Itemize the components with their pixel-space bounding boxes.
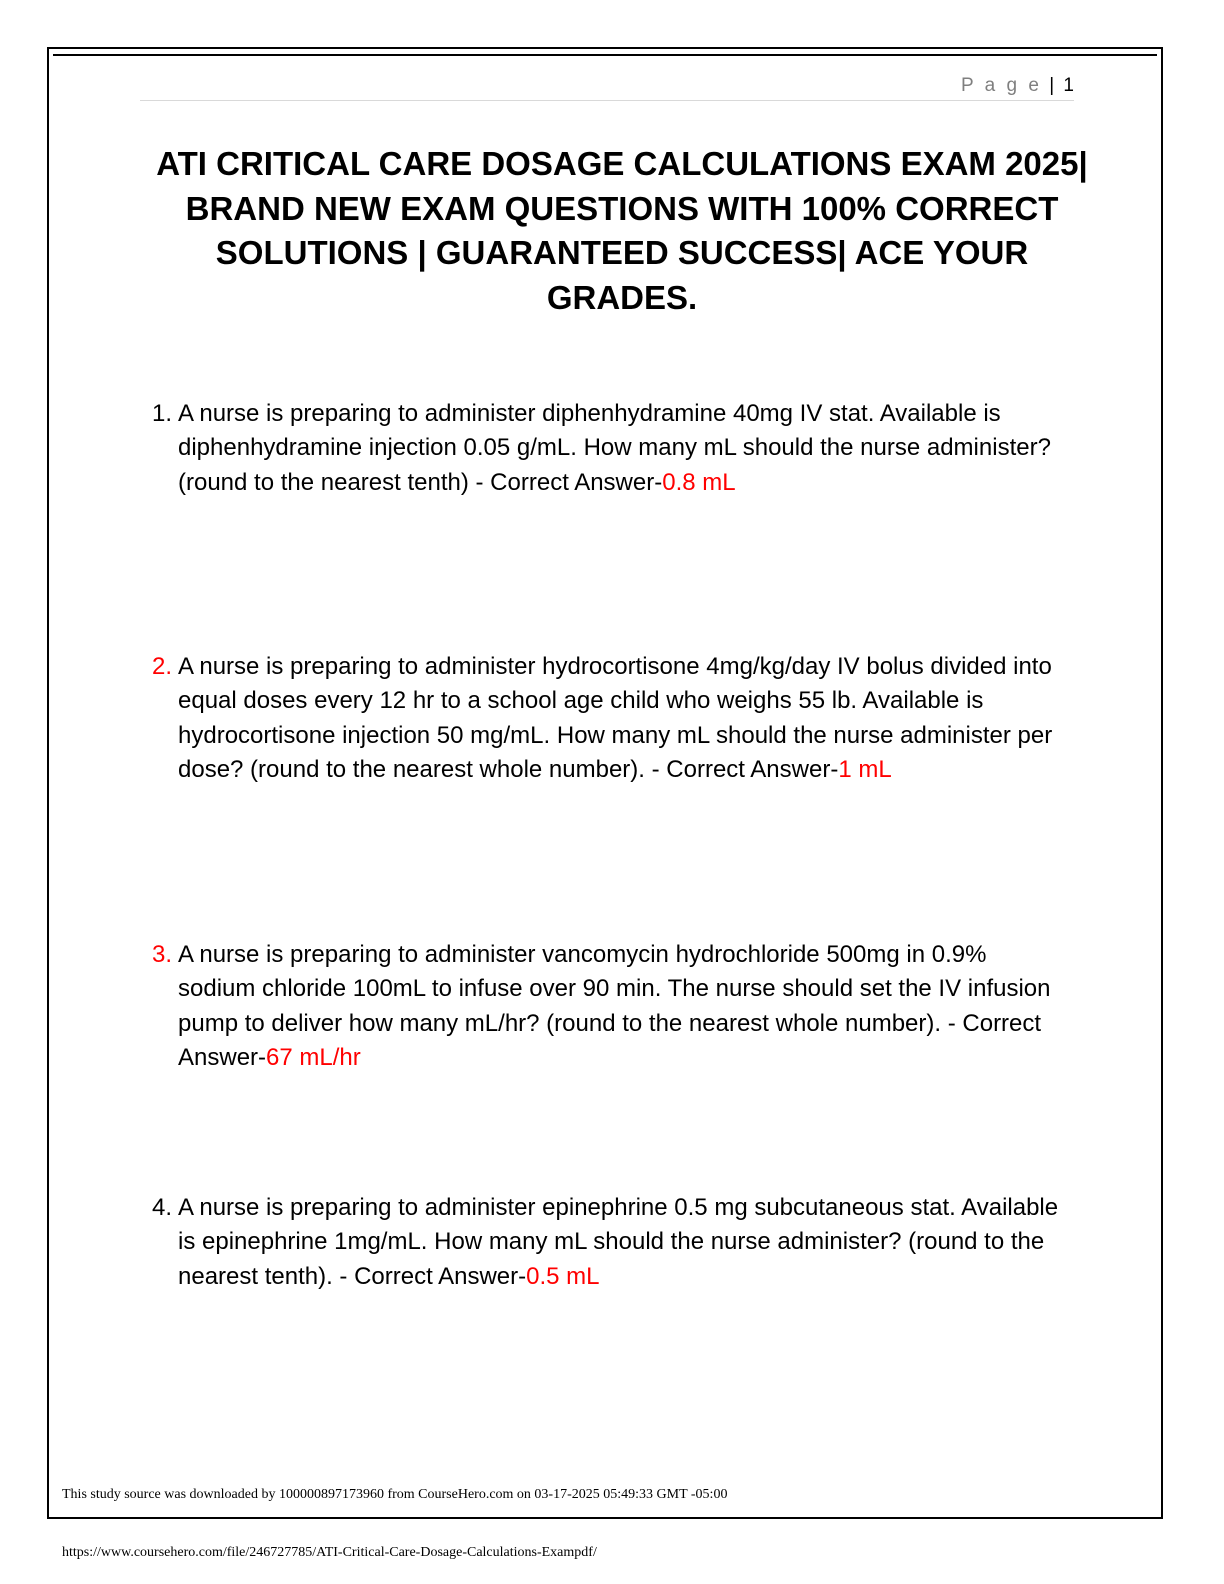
question-text-block: [178, 397, 1068, 500]
correct-answer: 0.5 mL: [526, 1262, 600, 1290]
correct-answer: 1 mL: [838, 755, 892, 783]
question-text-block: [178, 938, 1068, 1075]
document-title: ATI CRITICAL CARE DOSAGE CALCULATIONS EXAM 2025| BRAND NEW EXAM QUESTIONS WITH 100% CORRECT SOLUTIONS | GUARANTEED SUCCESS| ACE YOUR GRADES.: [156, 145, 1088, 316]
page-separator: |: [1049, 75, 1055, 96]
question-text: A nurse is preparing to administer diphenhydramine 40mg IV stat. Available is diphenhydramine injection 0.05 g/mL. How many mL should the nurse administer? (round to the nearest tenth) - Correct Answer-: [178, 400, 1051, 496]
page-label: P a g e: [961, 75, 1042, 96]
correct-answer: 67 mL/hr: [266, 1043, 361, 1071]
correct-answer: 0.8 mL: [662, 468, 736, 496]
question-number: 3.: [151, 941, 172, 968]
question-number: 2.: [151, 653, 172, 680]
question-text-block: [178, 650, 1068, 787]
top-rule: [53, 54, 1157, 56]
question-number: 4.: [151, 1194, 172, 1221]
page-header: [140, 72, 1074, 101]
download-source-note: This study source was downloaded by 100000897173960 from CourseHero.com on 03-17-2025 05:49:33 GMT -05:00: [62, 1487, 728, 1502]
question-number: 1.: [151, 400, 172, 427]
question-text: A nurse is preparing to administer hydrocortisone 4mg/kg/day IV bolus divided into equal doses every 12 hr to a school age child who weighs 55 lb. Available is hydrocortisone injection 50 mg/mL. How many mL should the nurse administer per dose? (round to the nearest whole number). - Correct Answer-: [178, 653, 1053, 783]
page-number: 1: [1063, 75, 1074, 96]
source-url[interactable]: https://www.coursehero.com/file/246727785/ATI-Critical-Care-Dosage-Calculations-Exampdf/: [62, 1545, 597, 1560]
question-text: A nurse is preparing to administer epinephrine 0.5 mg subcutaneous stat. Available is epinephrine 1mg/mL. How many mL should the nurse administer? (round to the nearest tenth). - Correct Answer-: [178, 1194, 1059, 1290]
question-text: A nurse is preparing to administer vancomycin hydrochloride 500mg in 0.9% sodium chloride 100mL to infuse over 90 min. The nurse should set the IV infusion pump to deliver how many mL/hr? (round to the nearest whole number). - Correct Answer-: [178, 941, 1051, 1071]
question-text-block: [178, 1191, 1068, 1294]
